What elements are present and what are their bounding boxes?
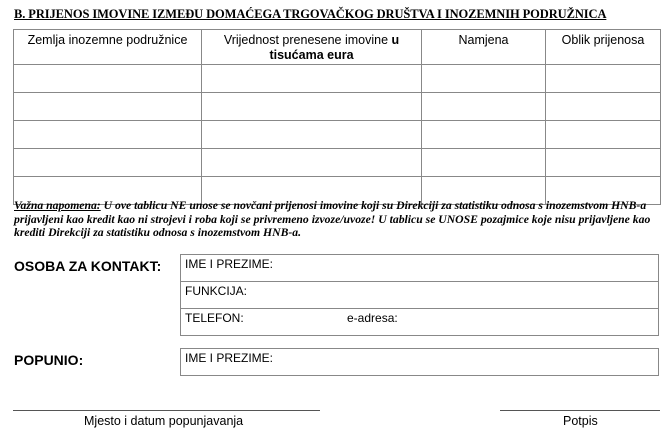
contact-person-label: OSOBA ZA KONTAKT: xyxy=(14,258,162,274)
filled-by-label: POPUNIO: xyxy=(14,352,84,368)
cell-form[interactable] xyxy=(546,65,661,93)
cell-value[interactable] xyxy=(202,121,422,149)
cell-value[interactable] xyxy=(202,65,422,93)
contact-function-field[interactable] xyxy=(180,281,659,309)
header-value-unit: u tisućama eura xyxy=(269,33,400,62)
signature-line[interactable] xyxy=(500,410,660,411)
important-note xyxy=(14,199,656,240)
cell-purpose[interactable] xyxy=(422,93,546,121)
cell-purpose[interactable] xyxy=(422,121,546,149)
header-country: Zemlja inozemne podružnice xyxy=(14,30,202,65)
contact-phone-label: TELEFON: xyxy=(185,311,244,325)
header-value: Vrijednost prenesene imovine u tisućama eura xyxy=(202,30,422,65)
asset-transfer-table xyxy=(13,29,661,205)
filled-by-name-label: IME I PREZIME: xyxy=(185,351,274,365)
place-date-line[interactable] xyxy=(13,410,320,411)
contact-name-label: IME I PREZIME: xyxy=(185,257,274,271)
table-header-row xyxy=(14,30,661,65)
cell-country[interactable] xyxy=(14,149,202,177)
contact-function-label: FUNKCIJA: xyxy=(185,284,248,298)
cell-purpose[interactable] xyxy=(422,65,546,93)
cell-value[interactable] xyxy=(202,93,422,121)
note-lead: Važna napomena: xyxy=(14,199,101,212)
header-form: Oblik prijenosa xyxy=(546,30,661,65)
section-title: B. PRIJENOS IMOVINE IZMEĐU DOMAĆEGA TRGOVAČKOG DRUŠTVA I INOZEMNIH PODRUŽNICA xyxy=(14,7,607,21)
filled-by-name-field[interactable] xyxy=(180,348,659,376)
table-row xyxy=(14,65,661,93)
table-row xyxy=(14,149,661,177)
table-row xyxy=(14,121,661,149)
cell-value[interactable] xyxy=(202,149,422,177)
cell-form[interactable] xyxy=(546,149,661,177)
contact-phone-field[interactable] xyxy=(180,308,659,336)
contact-email-label: e-adresa: xyxy=(347,311,398,325)
table-row xyxy=(14,93,661,121)
cell-country[interactable] xyxy=(14,121,202,149)
contact-name-field[interactable] xyxy=(180,254,659,282)
place-date-caption: Mjesto i datum popunjavanja xyxy=(84,414,244,428)
note-text: U ove tablicu NE unose se novčani prijenosi imovine koji su Direkciji za statistiku odnosa s inozemstvom HNB-a prijavljeni kao kredit kao ni strojevi i roba koji se privremeno izvoze/uvoze! U tablicu se UNOSE pozajmice koje nisu prijavljene kao krediti Direkciji za statistiku odnosa s inozemstvom HNB-a. xyxy=(14,199,651,239)
signature-caption: Potpis xyxy=(563,414,598,428)
cell-purpose[interactable] xyxy=(422,149,546,177)
cell-form[interactable] xyxy=(546,93,661,121)
cell-form[interactable] xyxy=(546,121,661,149)
cell-country[interactable] xyxy=(14,65,202,93)
header-purpose: Namjena xyxy=(422,30,546,65)
table-body xyxy=(14,65,661,205)
cell-country[interactable] xyxy=(14,93,202,121)
